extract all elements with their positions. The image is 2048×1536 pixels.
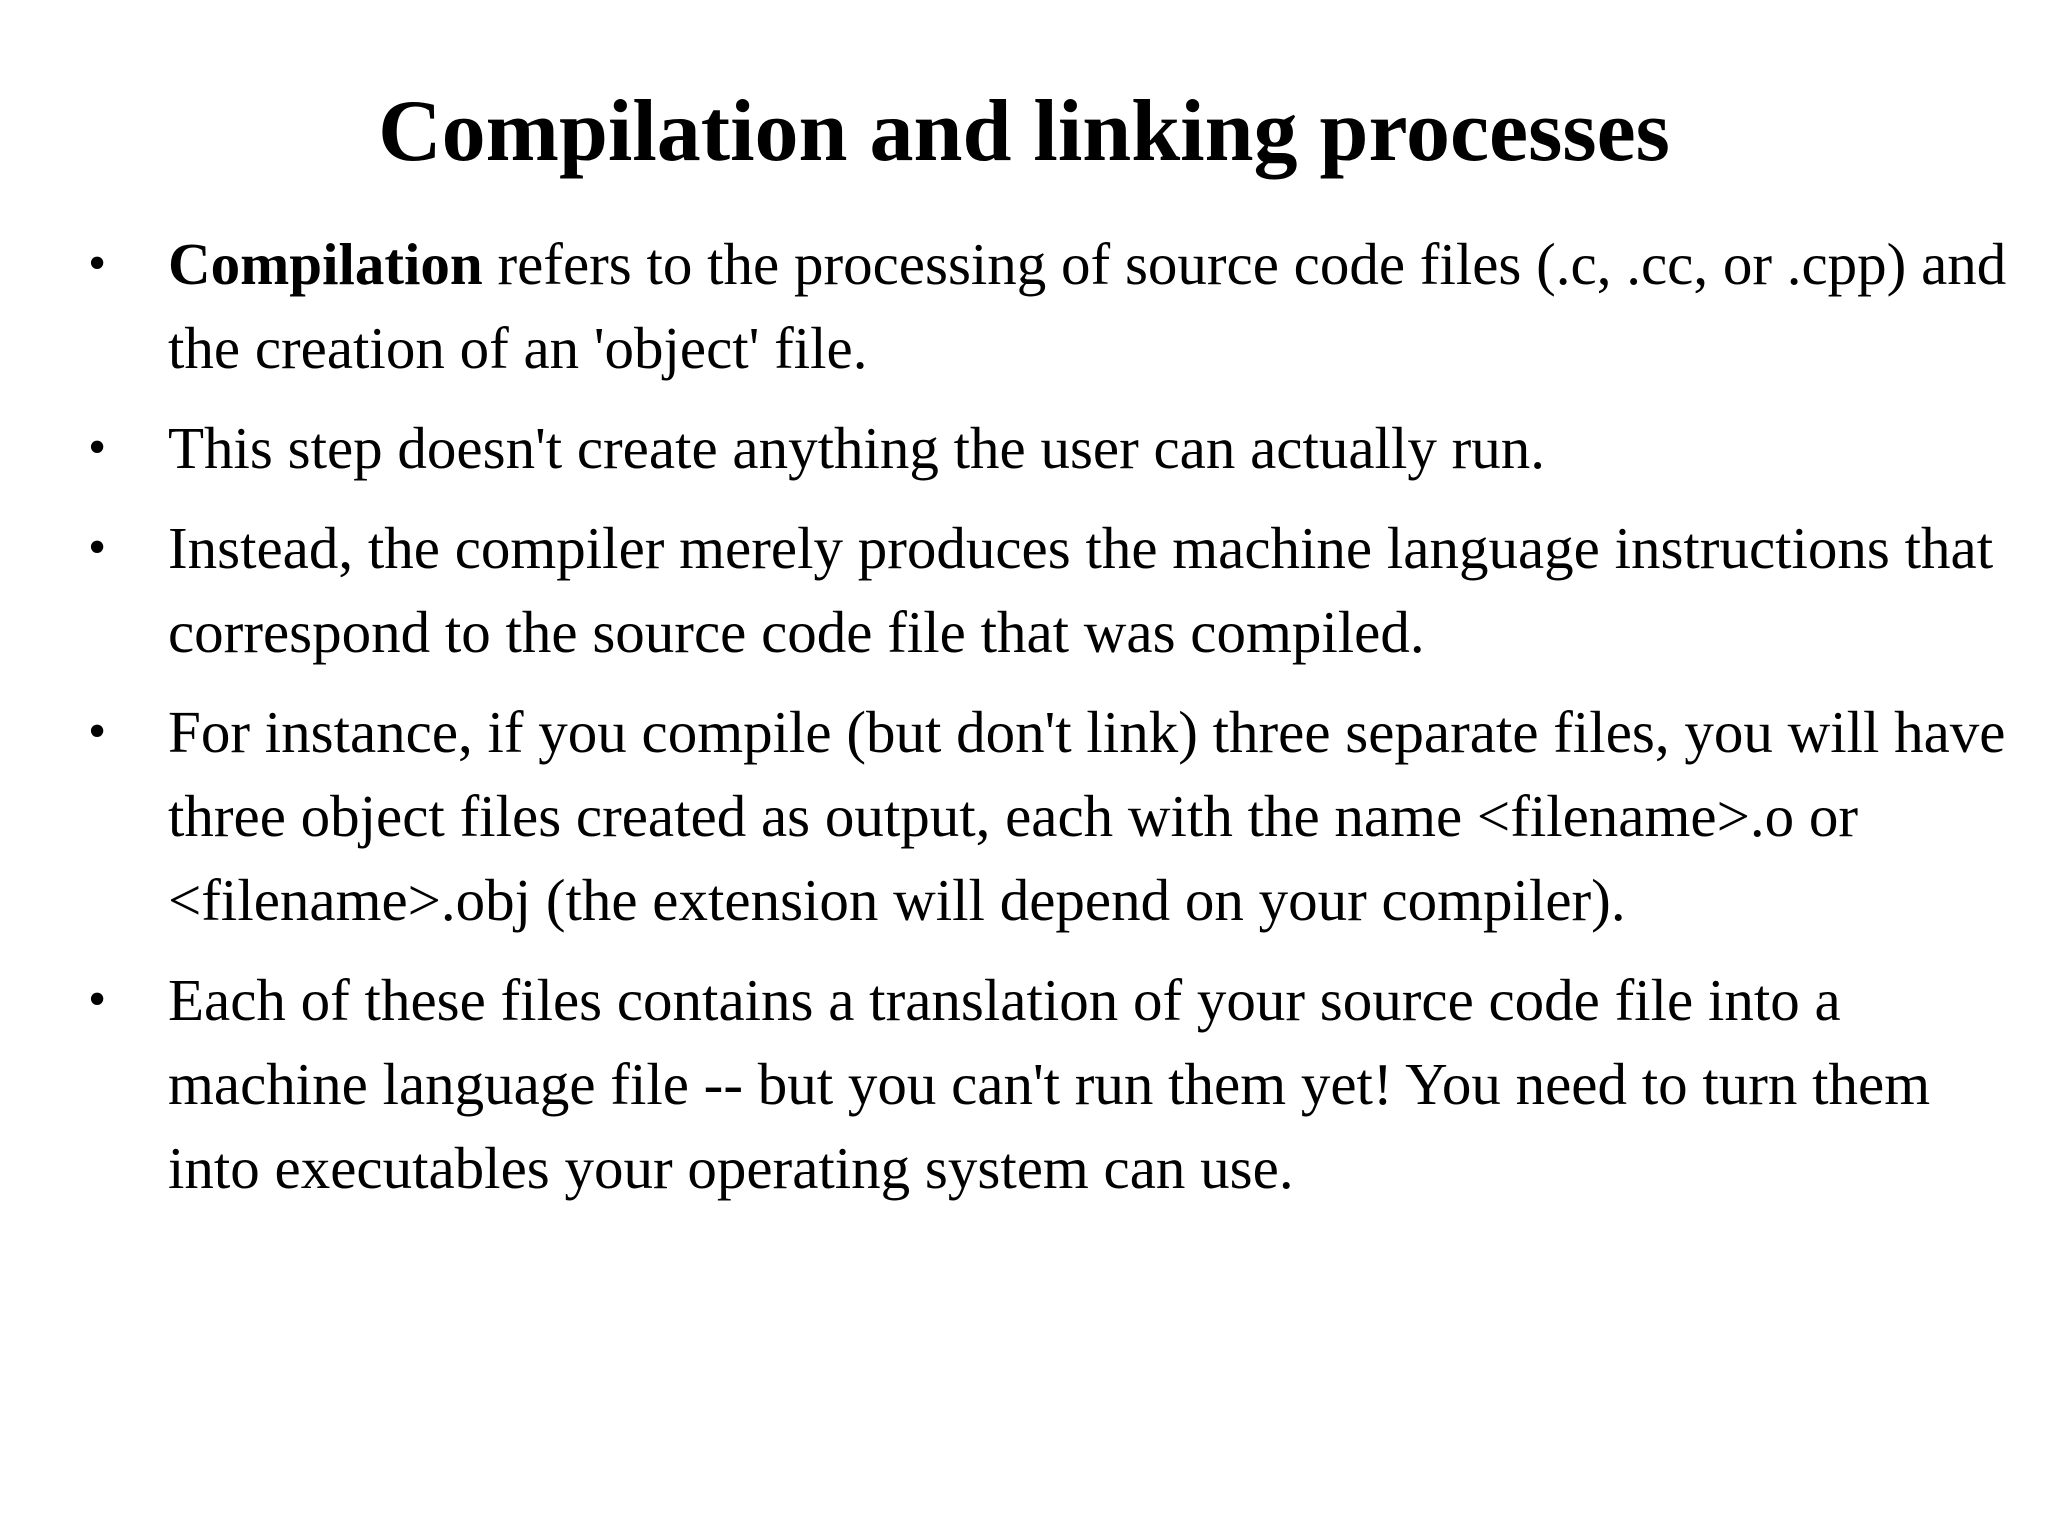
slide-title: Compilation and linking processes: [378, 83, 1670, 180]
bullet-icon: •: [88, 703, 107, 760]
bullet-icon: •: [88, 971, 107, 1028]
bullet-text: This step doesn't create anything the user can actually run.: [168, 415, 1545, 481]
bullet-text: refers to the processing of source code files (.c, .cc, or .cpp) and the creation of an 'object' file.: [168, 231, 2007, 381]
bullet-item-compilation: [0, 222, 2048, 390]
bullet-icon: •: [88, 519, 107, 576]
bullet-item-no-runnable: [0, 406, 2048, 490]
bullet-text: For instance, if you compile (but don't link) three separate files, you will have three object files created as output, each with the name <filename>.o or <filename>.obj (the extension will depend on your compiler).: [168, 699, 2006, 933]
bullet-item-machine-language: [0, 506, 2048, 674]
bullet-bold-term: Compilation: [168, 231, 483, 297]
bullet-item-executables: [0, 958, 2048, 1210]
bullet-list: [0, 222, 2048, 1226]
bullet-text: Each of these files contains a translation of your source code file into a machine language file -- but you can't run them yet! You need to turn them into executables your operating system can use.: [168, 967, 1931, 1201]
bullet-text: Instead, the compiler merely produces the machine language instructions that correspond to the source code file that was compiled.: [168, 515, 1994, 665]
bullet-icon: •: [88, 235, 107, 292]
bullet-item-object-files: [0, 690, 2048, 942]
bullet-icon: •: [88, 419, 107, 476]
